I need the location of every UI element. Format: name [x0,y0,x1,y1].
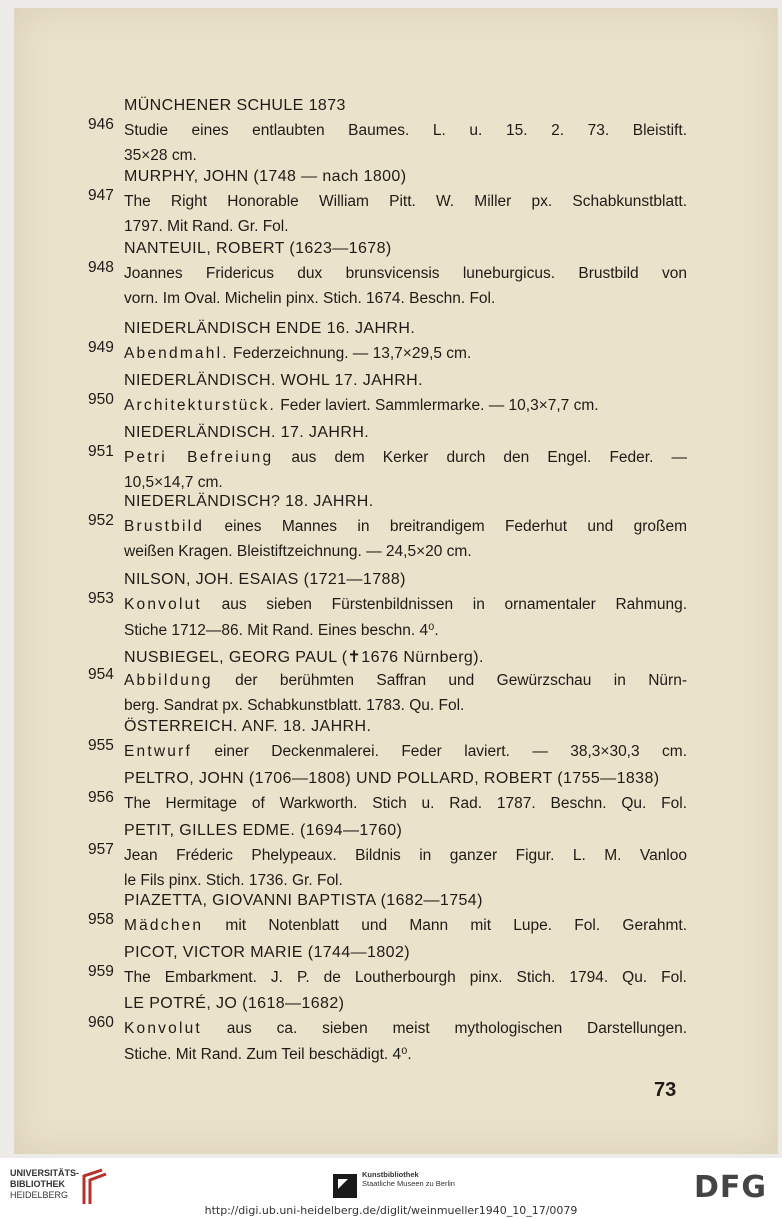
spaced-title: Konvolut [124,596,202,613]
entry-text-line: Brustbild eines Mannes in breitrandigem Federhut und großem [124,518,687,535]
entry-heading: PIAZETTA, GIOVANNI BAPTISTA (1682—1754) [124,892,483,909]
entry-number: 947 [88,187,114,204]
entry-text-line: Abbildung der berühmten Saffran und Gewürzschau in Nürn- [124,672,687,689]
entry-heading: NANTEUIL, ROBERT (1623—1678) [124,240,392,257]
entry-text-line: Joannes Fridericus dux brunsvicensis luneburgicus. Brustbild von [124,265,687,282]
bleed-line [395,90,695,112]
kb-line-2: Staatliche Museen zu Berlin [362,1179,455,1188]
spaced-title: Brustbild [124,518,205,535]
kunstbibliothek-logo-text[interactable] [362,1170,455,1188]
uni-line-3: HEIDELBERG [10,1190,69,1200]
entry-heading: NIEDERLÄNDISCH. WOHL 17. JAHRH. [124,372,423,389]
entry-text-line: The Right Honorable William Pitt. W. Miller px. Schabkunstblatt. [124,193,687,210]
entry-heading: PELTRO, JOHN (1706—1808) UND POLLARD, ROBERT (1755—1838) [124,770,660,787]
entry-number: 953 [88,590,114,607]
page-number: 73 [654,1079,677,1101]
entry-number: 957 [88,841,114,858]
uni-line-2: BIBLIOTHEK [10,1179,65,1189]
spaced-title: Abendmahl. [124,345,229,362]
entry-number: 948 [88,259,114,276]
entry-heading: NIEDERLÄNDISCH? 18. JAHRH. [124,493,374,510]
entry-text-line: 1797. Mit Rand. Gr. Fol. [124,218,289,235]
entry-heading: LE POTRÉ, JO (1618—1682) [124,995,345,1012]
kunstbibliothek-logo-icon[interactable] [333,1174,357,1198]
entry-text-line: le Fils pinx. Stich. 1736. Gr. Fol. [124,872,343,889]
spaced-title: Konvolut [124,1020,202,1037]
entry-text-line: Jean Fréderic Phelypeaux. Bildnis in ganzer Figur. L. M. Vanloo [124,847,687,864]
entry-heading: NIEDERLÄNDISCH ENDE 16. JAHRH. [124,320,416,337]
dfg-logo[interactable]: DFG [694,1170,768,1205]
entry-heading: NILSON, JOH. ESAIAS (1721—1788) [124,571,406,588]
entry-heading: MÜNCHENER SCHULE 1873 [124,97,346,114]
bleed-line [395,420,695,442]
entry-number: 959 [88,963,114,980]
bleed-line [395,816,695,838]
entry-number: 950 [88,391,114,408]
kb-line-1: Kunstbibliothek [362,1170,419,1179]
entry-heading: PETIT, GILLES EDME. (1694—1760) [124,822,403,839]
entry-text-line: vorn. Im Oval. Michelin pinx. Stich. 1674. Beschn. Fol. [124,290,496,307]
spaced-title: Entwurf [124,743,192,760]
entry-number: 954 [88,666,114,683]
spaced-title: Mädchen [124,917,204,934]
entry-text-line: The Embarkment. J. P. de Loutherbourgh pinx. Stich. 1794. Qu. Fol. [124,969,687,986]
entry-text-line: Architekturstück. Feder laviert. Sammlermarke. — 10,3×7,7 cm. [124,397,599,414]
entry-heading: NUSBIEGEL, GEORG PAUL (✝1676 Nürnberg). [124,649,484,666]
entry-text-line: Studie eines entlaubten Baumes. L. u. 15. 2. 73. Bleistift. [124,122,687,139]
entry-text-line: Konvolut aus ca. sieben meist mythologischen Darstellungen. [124,1020,687,1037]
entry-text-line: Konvolut aus sieben Fürstenbildnissen in ornamentaler Rahmung. [124,596,687,613]
entry-text-line: Stiche. Mit Rand. Zum Teil beschädigt. 4⁰. [124,1046,412,1063]
entry-text-line: weißen Kragen. Bleistiftzeichnung. — 24,5×20 cm. [124,543,472,560]
entry-text-line: Mädchen mit Notenblatt und Mann mit Lupe. Fol. Gerahmt. [124,917,687,934]
entry-number: 956 [88,789,114,806]
entry-number: 949 [88,339,114,356]
university-logo-icon[interactable] [80,1168,108,1208]
spaced-title: Abbildung [124,672,213,689]
entry-heading: PICOT, VICTOR MARIE (1744—1802) [124,944,410,961]
entry-heading: NIEDERLÄNDISCH. 17. JAHRH. [124,424,370,441]
entry-number: 946 [88,116,114,133]
entry-text-line: Abendmahl. Federzeichnung. — 13,7×29,5 cm. [124,345,472,362]
entry-text-line: Stiche 1712—86. Mit Rand. Eines beschn. 4⁰. [124,622,439,639]
spaced-title: Petri Befreiung [124,449,274,466]
entry-heading: MURPHY, JOHN (1748 — nach 1800) [124,168,407,185]
source-url[interactable]: http://digi.ub.uni-heidelberg.de/diglit/weinmueller1940_10_17/0079 [204,1204,578,1217]
entry-text-line: 35×28 cm. [124,147,197,164]
bleed-line [395,244,695,266]
entry-text-line: The Hermitage of Warkworth. Stich u. Rad. 1787. Beschn. Qu. Fol. [124,795,687,812]
uni-line-1: UNIVERSITÄTS- [10,1168,80,1178]
entry-text-line: Entwurf einer Deckenmalerei. Feder laviert. — 38,3×30,3 cm. [124,743,687,760]
entry-number: 951 [88,443,114,460]
entry-number: 952 [88,512,114,529]
bleed-line [395,574,695,596]
entry-number: 960 [88,1014,114,1031]
entry-number: 955 [88,737,114,754]
spaced-title: Architekturstück. [124,397,276,414]
entry-text-line: berg. Sandrat px. Schabkunstblatt. 1783. Qu. Fol. [124,697,465,714]
entry-number: 958 [88,911,114,928]
university-library-logo-text[interactable] [10,1168,79,1201]
entry-heading: ÖSTERREICH. ANF. 18. JAHRH. [124,718,372,735]
bleed-line [395,376,695,398]
entry-text-line: 10,5×14,7 cm. [124,474,223,491]
entry-text-line: Petri Befreiung aus dem Kerker durch den Engel. Feder. — [124,449,687,466]
bleed-line [395,310,695,332]
